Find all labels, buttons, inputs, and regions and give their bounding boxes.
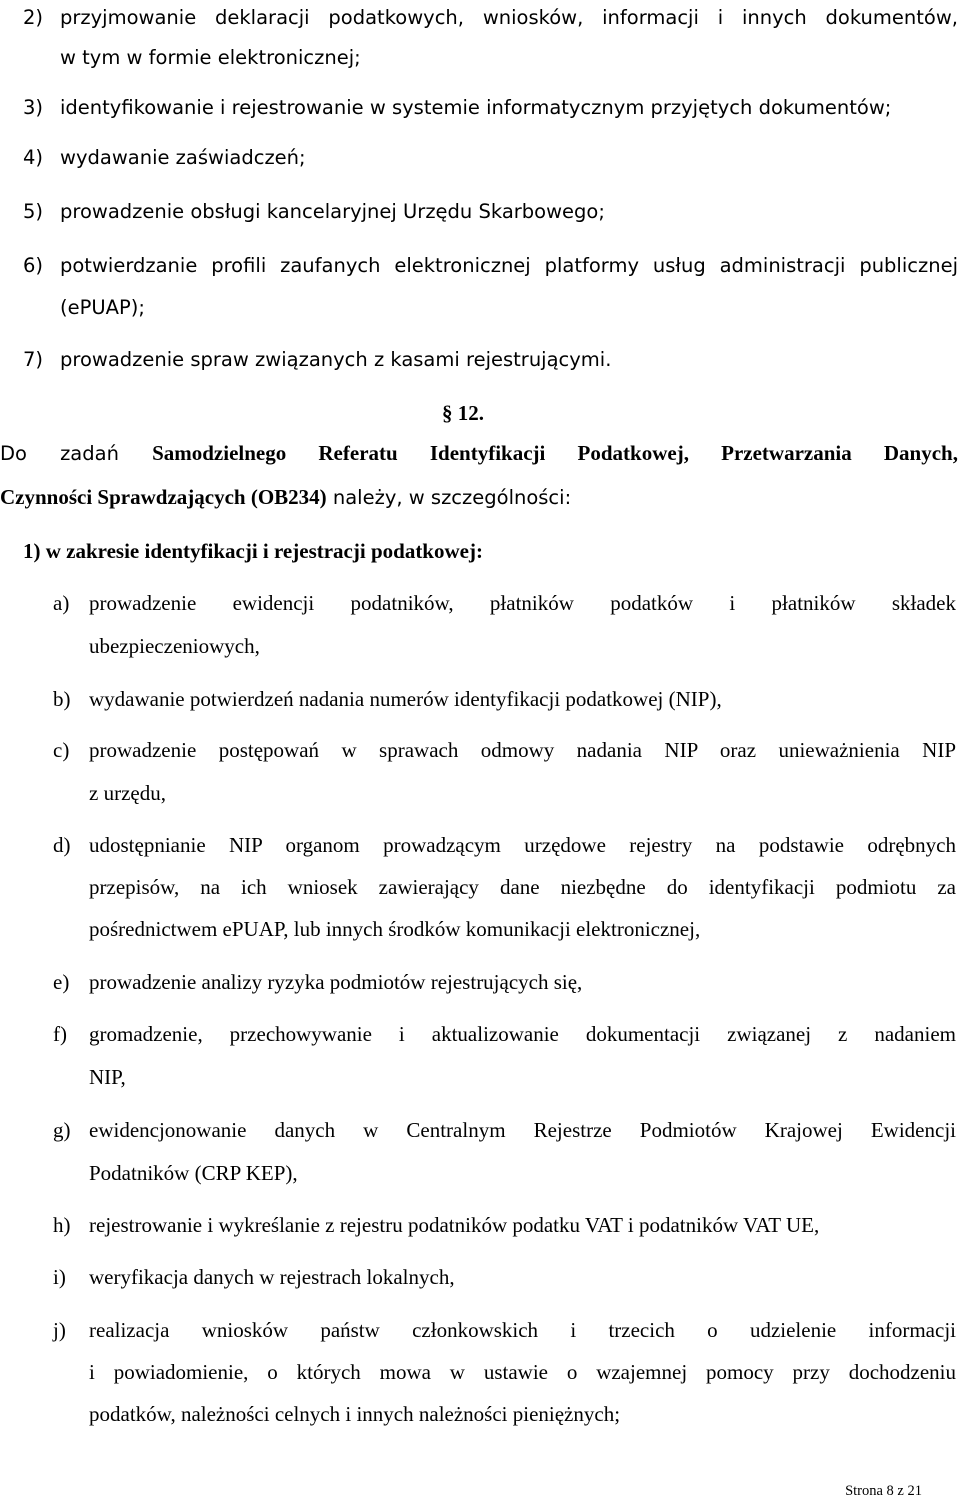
unit-name: Samodzielnego Referatu Identyfikacji Podatkowej, Przetwarzania Danych, [152,441,958,465]
sub-item-text: realizacja wniosków państw członkowskich i trzecich o udzielenie informacji [89,1318,956,1342]
list-item-text: prowadzenie obsługi kancelaryjnej Urzędu Skarbowego; [60,200,605,223]
sub-item-text: podatków, należności celnych i innych należności pieniężnych; [89,1402,621,1426]
sub-item-text: rejestrowanie i wykreślanie z rejestru podatników podatku VAT i podatników VAT UE, [89,1213,820,1237]
unit-name-cont: Czynności Sprawdzających (OB234) [0,485,327,509]
sub-item-text: i powiadomienie, o których mowa w ustawie o wzajemnej pomocy przy dochodzeniu [89,1360,956,1384]
sub-item-text: NIP, [89,1065,126,1089]
sub-item-text: prowadzenie postępowań w sprawach odmowy nadania NIP oraz unieważnienia NIP [89,738,956,762]
sub-item-text: pośrednictwem ePUAP, lub innych środków komunikacji elektronicznej, [89,917,701,941]
sub-item-letter: f) [53,1022,67,1046]
sub-item-line-justified [89,832,956,858]
sub-item-letter: j) [53,1318,66,1342]
subsection-heading: 1) w zakresie identyfikacji i rejestracji podatkowej: [23,539,483,563]
sub-item-text: gromadzenie, przechowywanie i aktualizowanie dokumentacji związanej z nadaniem [89,1022,956,1046]
list-item-number: 4) [23,146,44,169]
list-item-text: (ePUAP); [60,296,145,319]
sub-item-letter: c) [53,738,70,762]
sub-item-text: Podatników (CRP KEP), [89,1161,298,1185]
sub-item-text: prowadzenie analizy ryzyka podmiotów rejestrujących się, [89,970,583,994]
sub-item-letter: i) [53,1265,66,1289]
sub-item-line-justified [89,737,956,763]
sub-item-text: prowadzenie ewidencji podatników, płatników podatków i płatników składek [89,591,956,615]
list-item-line-justified [60,253,958,279]
sub-item-line-justified [89,1359,956,1385]
sub-item-text: wydawanie potwierdzeń nadania numerów identyfikacji podatkowej (NIP), [89,687,722,711]
list-item-number: 2) [23,6,44,29]
list-item-text: wydawanie zaświadczeń; [60,146,306,169]
page-number: Strona 8 z 21 [845,1483,922,1499]
intro-line-1 [0,440,958,467]
sub-item-letter: d) [53,833,71,857]
intro-prefix: Do zadań [0,442,153,465]
sub-item-letter: h) [53,1213,71,1237]
list-item-text: identyfikowanie i rejestrowanie w systemie informatycznym przyjętych dokumentów; [60,96,892,119]
sub-item-line-justified [89,590,956,616]
section-number: § 12. [442,401,484,425]
sub-item-letter: b) [53,687,71,711]
sub-item-text: ubezpieczeniowych, [89,634,260,658]
sub-item-text: weryfikacja danych w rejestrach lokalnych, [89,1265,455,1289]
intro-line-2 [0,484,571,511]
sub-item-text: udostępnianie NIP organom prowadzącym urzędowe rejestry na podstawie odrębnych [89,833,956,857]
sub-item-text: z urzędu, [89,781,166,805]
list-item-number: 3) [23,96,44,119]
list-item-text: przyjmowanie deklaracji podatkowych, wniosków, informacji i innych dokumentów, [60,6,958,29]
list-item-text: w tym w formie elektronicznej; [60,46,361,69]
sub-item-line-justified [89,874,956,900]
list-item-number: 7) [23,348,44,371]
list-item-line-justified [60,5,958,31]
sub-item-text: ewidencjonowanie danych w Centralnym Rejestrze Podmiotów Krajowej Ewidencji [89,1118,956,1142]
list-item-text: potwierdzanie profili zaufanych elektronicznej platformy usług administracji publicznej [60,254,958,277]
list-item-text: prowadzenie spraw związanych z kasami rejestrującymi. [60,348,612,371]
list-item-number: 6) [23,254,44,277]
list-item-number: 5) [23,200,44,223]
sub-item-letter: a) [53,591,70,615]
sub-item-line-justified [89,1021,956,1047]
sub-item-letter: e) [53,970,70,994]
sub-item-line-justified [89,1317,956,1343]
intro-suffix: należy, w szczególności: [326,486,572,509]
sub-item-line-justified [89,1117,956,1143]
sub-item-letter: g) [53,1118,71,1142]
sub-item-text: przepisów, na ich wniosek zawierający dane niezbędne do identyfikacji podmiotu za [89,875,956,899]
